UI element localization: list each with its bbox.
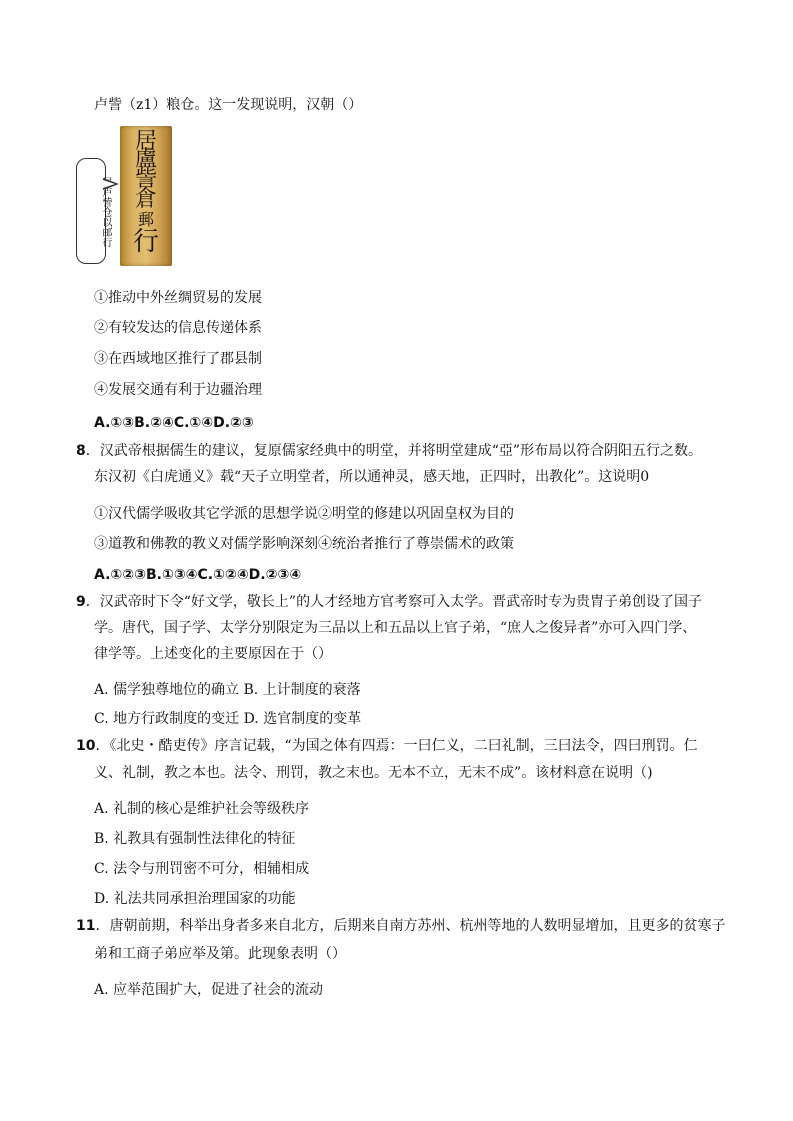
q7-item-3: ③在西域地区推行了郡县制	[94, 351, 262, 367]
q11-stem-1: ．唐朝前期，科举出身者多来自北方，后期来自南方苏州、杭州等地的人数明显增加，且更多的贫寒子	[95, 918, 726, 934]
q11-number: 11	[76, 918, 96, 934]
q9-options-cd: C. 地方行政制度的变迁 D. 选官制度的变革	[94, 711, 362, 727]
slip-glyph: 郵	[137, 210, 154, 229]
q7-stem-tail: 卢訾（z1）粮仓。这一发现说明，汉朝（）	[94, 97, 363, 113]
q7-figure-wooden-slip	[76, 122, 176, 268]
q10-line-1	[76, 736, 698, 756]
q8-stem-1: ．汉武帝根据儒生的建议，复原儒家经典中的明堂，并将明堂建成“亞”形布局以符合阴阳五行之数。	[85, 443, 703, 459]
q10-option-d: D. 礼法共同承担治理国家的功能	[94, 891, 296, 907]
q10-option-c: C. 法令与刑罚密不可分，相辅相成	[94, 861, 310, 877]
q9-number: 9	[76, 594, 86, 610]
q9-line-1	[76, 592, 702, 612]
q11-line-2: 弟和工商子弟应举及第。此现象表明（）	[94, 946, 346, 962]
q8-options: A.①②③B.①③④C.①②④D.②③④	[94, 567, 302, 583]
q7-item-4: ④发展交通有利于边疆治理	[94, 382, 262, 398]
q8-line-1	[76, 441, 702, 461]
q11-line-1	[76, 916, 725, 936]
q9-line-2: 学。唐代，国子学、太学分别限定为三品以上和五品以上官子弟，“庶人之俊异者”亦可入四门学、	[94, 620, 697, 636]
slip-glyph: 倉	[134, 187, 157, 212]
slip-glyph: 訾	[134, 167, 157, 192]
q7-item-1: ①推动中外丝绸贸易的发展	[94, 290, 262, 306]
slip-glyph: 盧	[134, 147, 157, 172]
slip-glyph: 居	[134, 129, 157, 154]
q7-options: A.①③B.②④C.①④D.②③	[94, 415, 254, 431]
q10-option-b: B. 礼教具有强制性法律化的特征	[94, 831, 296, 847]
q9-stem-1: ．汉武帝时下令“好文学，敬长上”的人才经地方官考察可入太学。晋武帝时专为贵胄子弟创设了国子	[85, 594, 703, 610]
q10-stem-1: ．《北史・酷吏传》序言记载，“为国之体有四焉：一曰仁义，二曰礼制，三曰法令，四曰刑罚。仁	[95, 738, 698, 754]
q10-line-2: 义、礼制，教之本也。法令、刑罚，教之末也。无本不立，无末不成”。该材料意在说明（)	[94, 765, 653, 781]
slip-glyph: 行	[132, 227, 159, 257]
q10-option-a: A. 礼制的核心是维护社会等级秩序	[94, 801, 310, 817]
q11-option-a: A. 应举范围扩大，促进了社会的流动	[94, 982, 324, 998]
q9-options-ab: A. 儒学独尊地位的确立 B. 上计制度的衰落	[94, 682, 361, 698]
callout-bubble	[76, 158, 111, 264]
q8-number: 8	[76, 443, 86, 459]
q9-line-3: 律学等。上述变化的主要原因在于（）	[94, 646, 332, 662]
bamboo-slip-image	[120, 126, 172, 266]
q7-item-2: ②有较发达的信息传递体系	[94, 320, 262, 336]
q8-items-1: ①汉代儒学吸收其它学派的思想学说②明堂的修建以巩固皇权为目的	[94, 506, 514, 522]
q10-number: 10	[76, 738, 96, 754]
q8-items-2: ③道教和佛教的教义对儒学影响深刻④统治者推行了尊崇儒术的政策	[94, 536, 514, 552]
q8-line-2: 东汉初《白虎通义》载“天子立明堂者，所以通神灵，感天地，正四时，出教化”。这说明0	[94, 469, 650, 485]
callout-text: 居卢訾仓以邮行	[100, 177, 111, 247]
